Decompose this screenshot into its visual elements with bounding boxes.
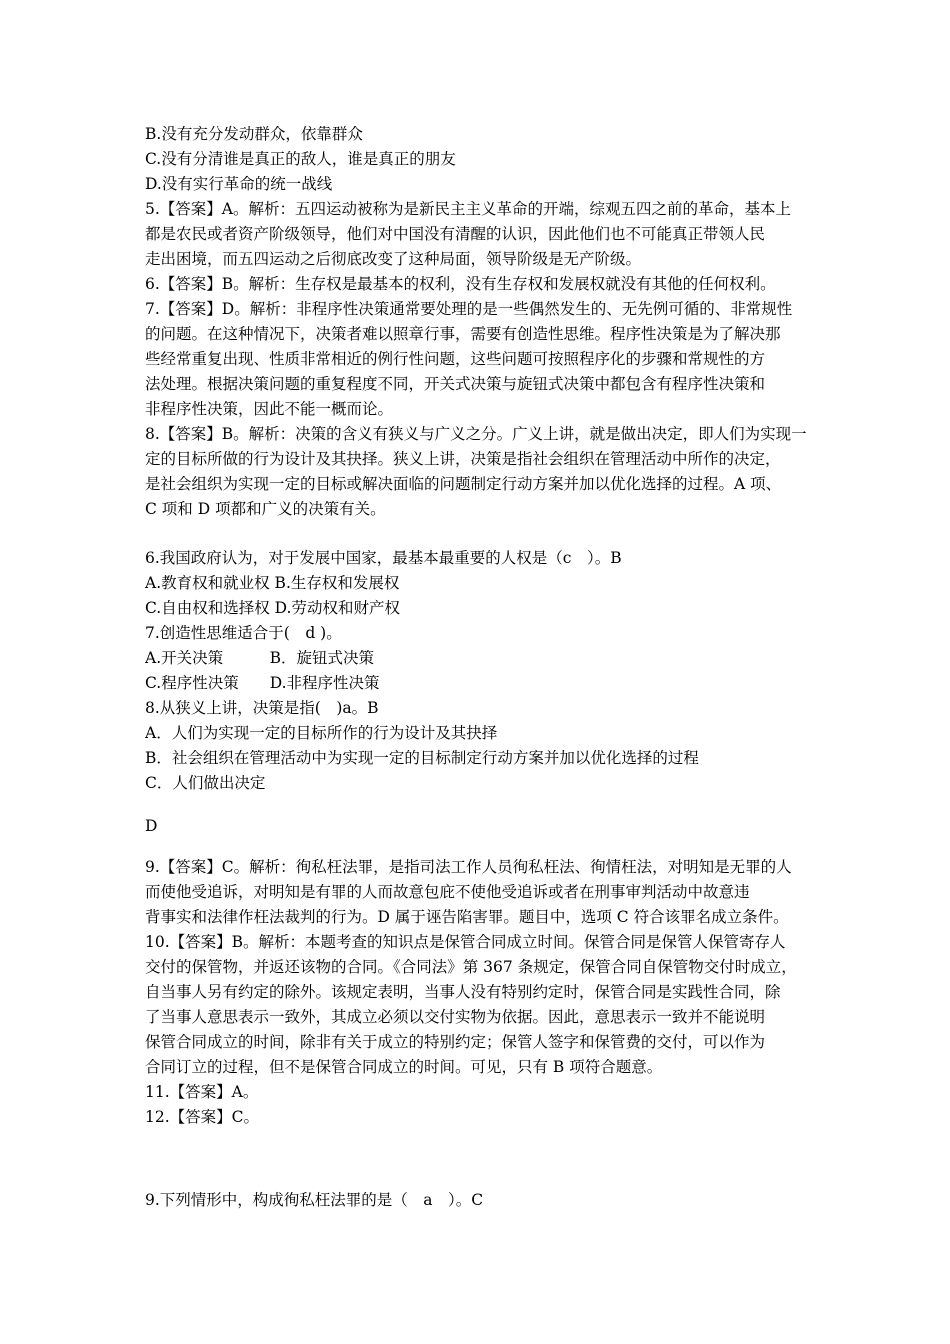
text-line: 9.【答案】C。解析：徇私枉法罪，是指司法工作人员徇私枉法、徇情枉法，对明知是无罪的人 — [145, 858, 792, 876]
text-line: B.没有充分发动群众，依靠群众 — [145, 125, 363, 143]
text-line: C 项和 D 项都和广义的决策有关。 — [145, 500, 386, 518]
text-line: 是社会组织为实现一定的目标或解决面临的问题制定行动方案并加以优化选择的过程。A 项、 — [145, 475, 782, 493]
text-line: C．人们做出决定 — [145, 774, 266, 792]
text-line: 都是农民或者资产阶级领导，他们对中国没有清醒的认识，因此他们也不可能真正带领人民 — [145, 225, 766, 243]
text-line: 自当事人另有约定的除外。该规定表明，当事人没有特别约定时，保管合同是实践性合同，除 — [145, 983, 781, 1001]
text-line: 8.【答案】B。解析：决策的含义有狭义与广义之分。广义上讲，就是做出决定，即人们为实现一 — [145, 425, 807, 443]
text-line: D.没有实行革命的统一战线 — [145, 175, 333, 193]
text-line: 7.创造性思维适合于( d )。 — [145, 624, 342, 642]
text-line: 了当事人意思表示一致外，其成立必须以交付实物为依据。因此，意思表示一致并不能说明 — [145, 1008, 766, 1026]
text-line: 10.【答案】B。解析：本题考查的知识点是保管合同成立时间。保管合同是保管人保管寄存人 — [145, 933, 786, 951]
text-line: C.自由权和选择权 D.劳动权和财产权 — [145, 599, 400, 617]
text-line: 走出困境，而五四运动之后彻底改变了这种局面，领导阶级是无产阶级。 — [145, 250, 642, 268]
text-line: 定的目标所做的行为设计及其抉择。狭义上讲，决策是指社会组织在管理活动中所作的决定， — [145, 450, 781, 468]
text-line: 背事实和法律作枉法裁判的行为。D 属于诬告陷害罪。题目中，选项 C 符合该罪名成立条件。 — [145, 908, 789, 926]
text-line: 些经常重复出现、性质非常相近的例行性问题，这些问题可按照程序化的步骤和常规性的方 — [145, 350, 766, 368]
text-line: 6.【答案】B。解析：生存权是最基本的权利，没有生存权和发展权就没有其他的任何权利。 — [145, 275, 776, 293]
text-line: 非程序性决策，因此不能一概而论。 — [145, 400, 394, 418]
text-line: 11.【答案】A。 — [145, 1083, 259, 1101]
text-line: C.程序性决策 D.非程序性决策 — [145, 674, 380, 692]
text-line: 交付的保管物，并返还该物的合同。《合同法》第 367 条规定，保管合同自保管物交付时成立， — [145, 958, 797, 976]
text-line: 合同订立的过程，但不是保管合同成立的时间。可见，只有 B 项符合题意。 — [145, 1058, 663, 1076]
text-line: 5.【答案】A。解析：五四运动被称为是新民主主义革命的开端，综观五四之前的革命，基本上 — [145, 200, 791, 218]
text-line: A.开关决策 B．旋钮式决策 — [145, 649, 375, 667]
text-line: 保管合同成立的时间，除非有关于成立的特别约定；保管人签字和保管费的交付，可以作为 — [145, 1033, 766, 1051]
text-line: D — [145, 817, 158, 835]
text-line: C.没有分清谁是真正的敌人，谁是真正的朋友 — [145, 150, 456, 168]
text-line: 9.下列情形中，构成徇私枉法罪的是（ a ）。C — [145, 1191, 484, 1209]
text-line: B．社会组织在管理活动中为实现一定的目标制定行动方案并加以优化选择的过程 — [145, 749, 699, 767]
text-line: 法处理。根据决策问题的重复程度不同，开关式决策与旋钮式决策中都包含有程序性决策和 — [145, 375, 766, 393]
text-line: A.教育权和就业权 B.生存权和发展权 — [145, 574, 400, 592]
text-line: 8.从狭义上讲，决策是指( )a。B — [145, 699, 379, 717]
text-line: 而使他受追诉，对明知是有罪的人而故意包庇不使他受追诉或者在刑事审判活动中故意违 — [145, 883, 750, 901]
text-line: A．人们为实现一定的目标所作的行为设计及其抉择 — [145, 724, 498, 742]
text-line: 7.【答案】D。解析：非程序性决策通常要处理的是一些偶然发生的、无先例可循的、非常规性 — [145, 300, 793, 318]
text-line: 12.【答案】C。 — [145, 1108, 260, 1126]
text-line: 6.我国政府认为，对于发展中国家，最基本最重要的人权是（c ）。B — [145, 549, 622, 567]
text-line: 的问题。在这种情况下，决策者难以照章行事，需要有创造性思维。程序性决策是为了解决那 — [145, 325, 781, 343]
